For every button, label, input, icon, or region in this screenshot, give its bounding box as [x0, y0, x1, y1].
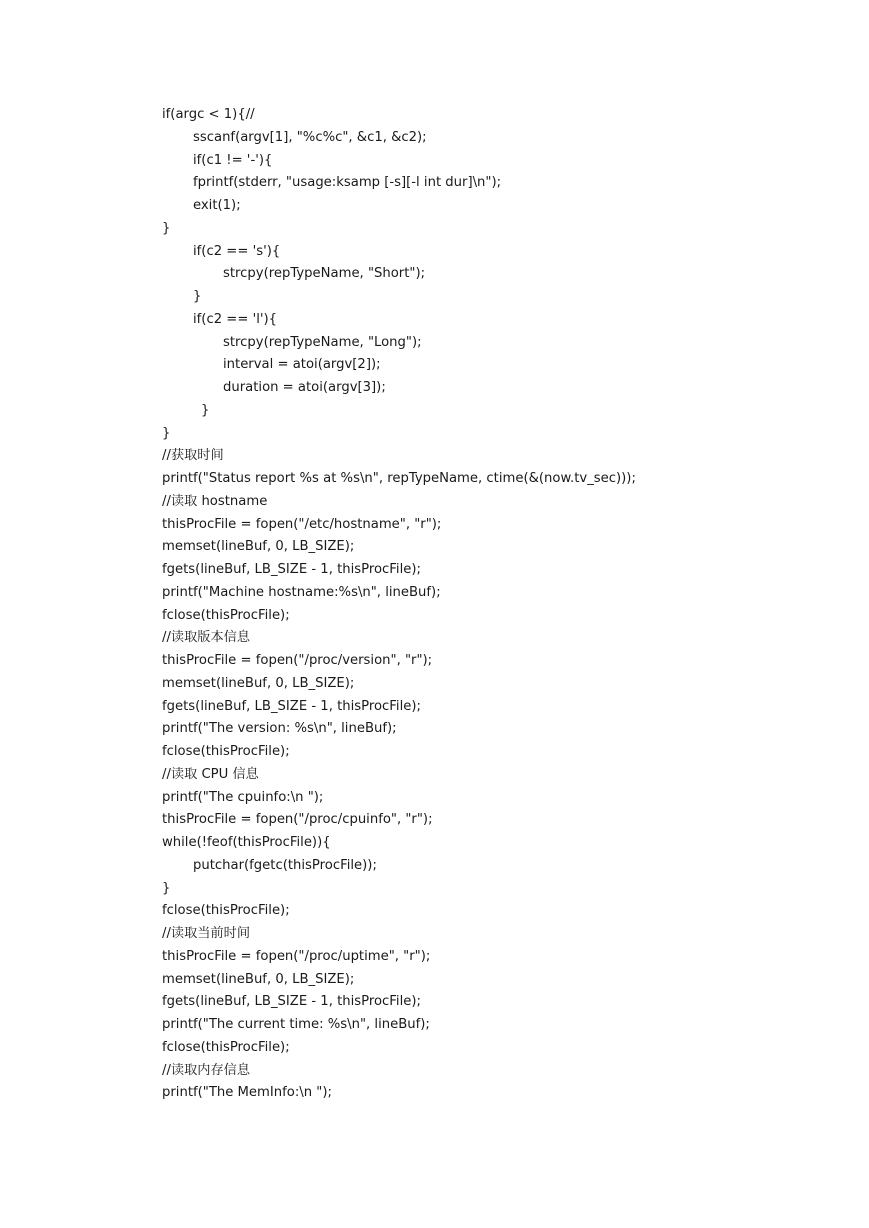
code-line: strcpy(repTypeName, "Short"); — [223, 266, 426, 282]
code-line: if(c2 == 's'){ — [193, 243, 281, 259]
code-comment: //读取当前时间 — [162, 926, 251, 941]
code-line: printf("Machine hostname:%s\n", lineBuf); — [162, 584, 441, 600]
code-line: if(c2 == 'l'){ — [193, 311, 278, 327]
code-comment: //读取 CPU 信息 — [162, 766, 259, 782]
code-line: thisProcFile = fopen("/proc/version", "r"); — [162, 653, 433, 668]
code-line: duration = atoi(argv[3]); — [223, 380, 386, 395]
code-line: while(!feof(thisProcFile)){ — [162, 835, 331, 850]
code-line: } — [162, 425, 171, 441]
code-line: fclose(thisProcFile); — [162, 1039, 290, 1055]
code-line: } — [193, 289, 202, 304]
code-comment: //获取时间 — [162, 448, 224, 464]
code-line: fgets(lineBuf, LB_SIZE - 1, thisProcFile); — [162, 562, 421, 577]
code-line: thisProcFile = fopen("/etc/hostname", "r"); — [162, 516, 442, 532]
code-line: thisProcFile = fopen("/proc/uptime", "r"); — [162, 948, 431, 964]
code-line: printf("The version: %s\n", lineBuf); — [162, 721, 397, 737]
code-line: exit(1); — [193, 198, 241, 213]
code-listing — [162, 104, 842, 1105]
code-line: fclose(thisProcFile); — [162, 607, 290, 623]
code-line: if(argc < 1){// — [162, 107, 255, 122]
code-line: } — [201, 402, 210, 418]
code-line: sscanf(argv[1], "%c%c", &c1, &c2); — [193, 129, 427, 145]
code-line: printf("The cpuinfo:\n "); — [162, 789, 324, 805]
code-line: fclose(thisProcFile); — [162, 903, 290, 919]
code-line: strcpy(repTypeName, "Long"); — [223, 334, 422, 350]
code-line: } — [162, 220, 171, 236]
code-line: memset(lineBuf, 0, LB_SIZE); — [162, 539, 355, 555]
code-line: printf("The MemInfo:\n "); — [162, 1085, 332, 1101]
code-comment: //读取 hostname — [162, 493, 268, 509]
code-comment: //读取内存信息 — [162, 1062, 251, 1078]
code-line: fgets(lineBuf, LB_SIZE - 1, thisProcFile); — [162, 994, 421, 1010]
code-line: fgets(lineBuf, LB_SIZE - 1, thisProcFile); — [162, 698, 421, 714]
code-line: interval = atoi(argv[2]); — [223, 357, 381, 373]
code-comment: //读取版本信息 — [162, 630, 251, 646]
code-line: putchar(fgetc(thisProcFile)); — [193, 857, 377, 873]
code-line: printf("Status report %s at %s\n", repTypeName, ctime(&(now.tv_sec))); — [162, 471, 636, 486]
code-line: } — [162, 880, 171, 896]
code-line: memset(lineBuf, 0, LB_SIZE); — [162, 675, 355, 691]
code-line: if(c1 != '-'){ — [193, 152, 273, 168]
code-line: printf("The current time: %s\n", lineBuf); — [162, 1017, 430, 1032]
code-line: fclose(thisProcFile); — [162, 744, 290, 759]
code-line: thisProcFile = fopen("/proc/cpuinfo", "r"); — [162, 812, 433, 828]
code-line: memset(lineBuf, 0, LB_SIZE); — [162, 971, 355, 987]
code-line: fprintf(stderr, "usage:ksamp [-s][-l int dur]\n"); — [193, 175, 502, 191]
